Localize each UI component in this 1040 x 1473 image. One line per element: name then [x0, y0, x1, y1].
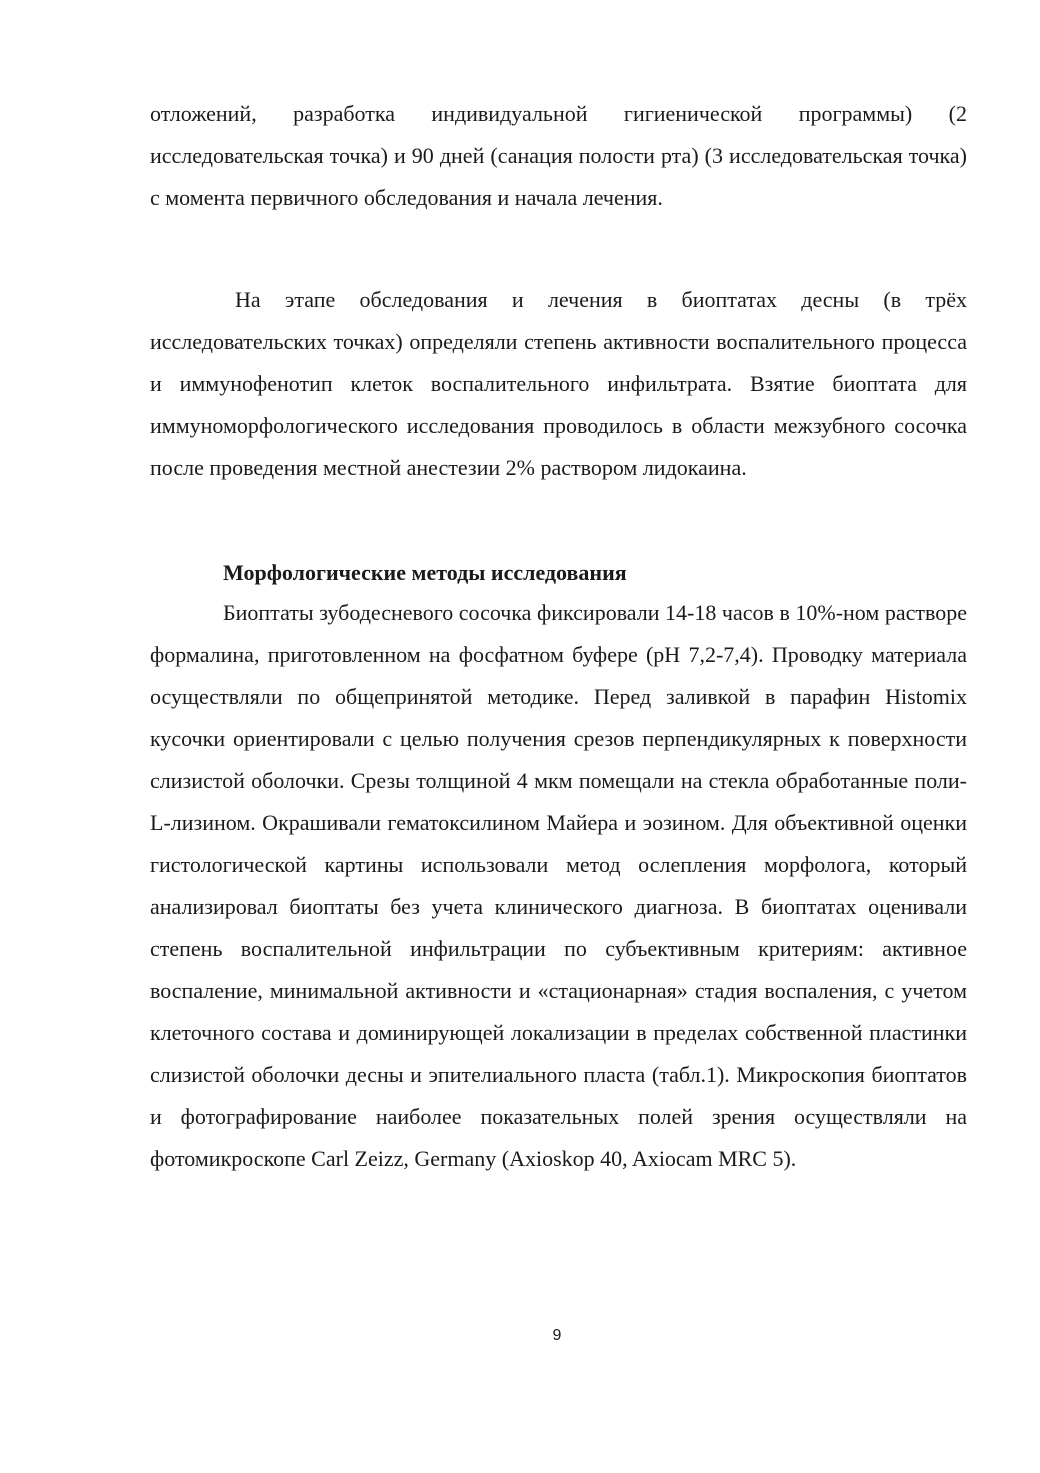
page-number: 9	[552, 1327, 562, 1344]
paragraph-morphological-methods: Биоптаты зубодесневого сосочка фиксировали 14-18 часов в 10%-ном растворе формалина, приготовленном на фосфатном буфере (pH 7,2-7,4). Проводку материала осуществляли по общепринятой методике. Перед заливкой в парафин Histomix кусочки ориентировали с целью получения срезов перпендикулярных к поверхности слизистой оболочки. Срезы толщиной 4 мкм помещали на стекла обработанные поли-L-лизином. Окрашивали гематоксилином Майера и эозином. Для объективной оценки гистологической картины использовали метод ослепления морфолога, который анализировал биоптаты без учета клинического диагноза. В биоптатах оценивали степень воспалительной инфильтрации по субъективным критериям: активное воспаление, минимальной активности и «стационарная» стадия воспаления, с учетом клеточного состава и доминирующей локализации в пределах собственной пластинки слизистой оболочки десны и эпителиального пласта (табл.1). Микроскопия биоптатов и фотографирование наиболее показательных полей зрения осуществляли на фотомикроскопе Carl Zeizz, Germany (Axioskop 40, Axiocam MRC 5).	[150, 600, 967, 1171]
paragraph-continuation: отложений, разработка индивидуальной гигиенической программы) (2 исследовательская точка) и 90 дней (санация полости рта) (3 исследовательская точка) с момента первичного обследования и начала лечения.	[150, 101, 967, 210]
section-heading: Морфологические методы исследования	[223, 560, 627, 585]
paragraph-biopsy-stage: На этапе обследования и лечения в биоптатах десны (в трёх исследовательских точках) определяли степень активности воспалительного процесса и иммунофенотип клеток воспалительного инфильтрата. Взятие биоптата для иммуноморфологического исследования проводилось в области межзубного сосочка после проведения местной анестезии 2% раствором лидокаина.	[150, 287, 967, 480]
